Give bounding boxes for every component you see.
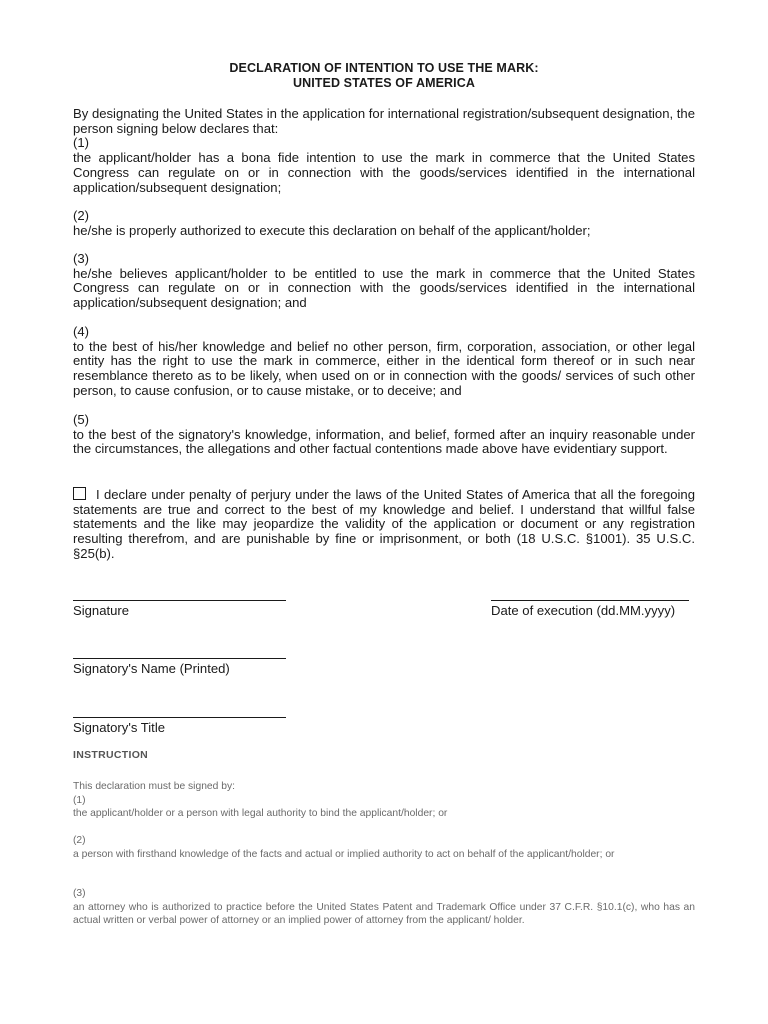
date-label: Date of execution (dd.MM.yyyy) <box>491 603 676 618</box>
clause-4 <box>73 325 695 399</box>
declaration-checkbox[interactable] <box>73 487 86 500</box>
signature-label: Signature <box>73 603 130 618</box>
clause-1-text: the applicant/holder has a bona fide intention to use the mark in commerce that the United States Congress can regulate on or in connection with the goods/services identified in the international application/subsequent designation; <box>73 150 695 195</box>
instruction-2-text: a person with firsthand knowledge of the facts and actual or implied authority to act on behalf of the applicant/holder; or <box>73 848 615 860</box>
signatory-title-label: Signatory's Title <box>73 720 166 735</box>
clause-3-number: (3) <box>73 251 90 266</box>
instruction-3-text: an attorney who is authorized to practice before the United States Patent and Trademark Office under 37 C.F.R. §10.1(c), who has an actual written or verbal power of attorney or an implied power of attorney from the applicant/ holder. <box>73 901 695 926</box>
instruction-intro: This declaration must be signed by: <box>73 781 235 792</box>
signature-line[interactable] <box>73 600 286 601</box>
declaration-text: I declare under penalty of perjury under the laws of the United States of America that all the foregoing statements are true and correct to the best of my knowledge and belief. I understand that willful false statements and the like may jeopardize the validity of the application or document or any registration resulting therefrom, and are punishable by fine or imprisonment, or both (18 U.S.C. §1001). 35 U.S.C. §25(b). <box>73 487 695 561</box>
instruction-item-3 <box>73 887 695 928</box>
instruction-item-2 <box>73 834 695 861</box>
intro-section <box>73 107 695 195</box>
instruction-1-text: the applicant/holder or a person with legal authority to bind the applicant/holder; or <box>73 808 448 819</box>
clause-3-text: he/she believes applicant/holder to be entitled to use the mark in commerce that the United States Congress can regulate on or in connection with the goods/services identified in the international application/subsequent designation; and <box>73 265 695 311</box>
document-title-line2: UNITED STATES OF AMERICA <box>292 76 476 90</box>
clause-5-number: (5) <box>73 412 90 427</box>
instruction-2-number: (2) <box>73 835 86 846</box>
document-title-line1: DECLARATION OF INTENTION TO USE THE MARK: <box>229 61 539 75</box>
clause-5-text: to the best of the signatory's knowledge, information, and belief, formed after an inquiry reasonable under the circumstances, the allegations and other factual contentions made above have evidentiary support. <box>73 426 695 457</box>
printed-name-label: Signatory's Name (Printed) <box>73 661 230 676</box>
clause-4-text: to the best of his/her knowledge and belief no other person, firm, corporation, association, or other legal entity has the right to use the mark in commerce, either in the identical form thereof or in such near resemblance thereto as to be likely, when used on or in connection with the goods/ services of such other person, to cause confusion, or to cause mistake, or to deceive; and <box>73 338 695 398</box>
clause-2-number: (2) <box>73 208 90 223</box>
clause-3 <box>73 252 695 311</box>
signatory-title-line[interactable] <box>73 717 286 718</box>
date-line[interactable] <box>491 600 689 601</box>
clause-1-number: (1) <box>73 135 90 151</box>
perjury-declaration <box>73 487 695 562</box>
clause-4-number: (4) <box>73 324 90 339</box>
instruction-3-number: (3) <box>73 888 86 899</box>
clause-2 <box>73 209 695 238</box>
intro-text: By designating the United States in the application for international registration/subsequent designation, the person signing below declares that: <box>73 106 695 136</box>
printed-name-line[interactable] <box>73 658 286 659</box>
instruction-heading: INSTRUCTION <box>73 749 149 761</box>
instruction-item-1 <box>73 780 695 821</box>
instruction-1-number: (1) <box>73 794 86 806</box>
clause-5 <box>73 413 695 457</box>
clause-2-text: he/she is properly authorized to execute this declaration on behalf of the applicant/holder; <box>73 222 591 238</box>
